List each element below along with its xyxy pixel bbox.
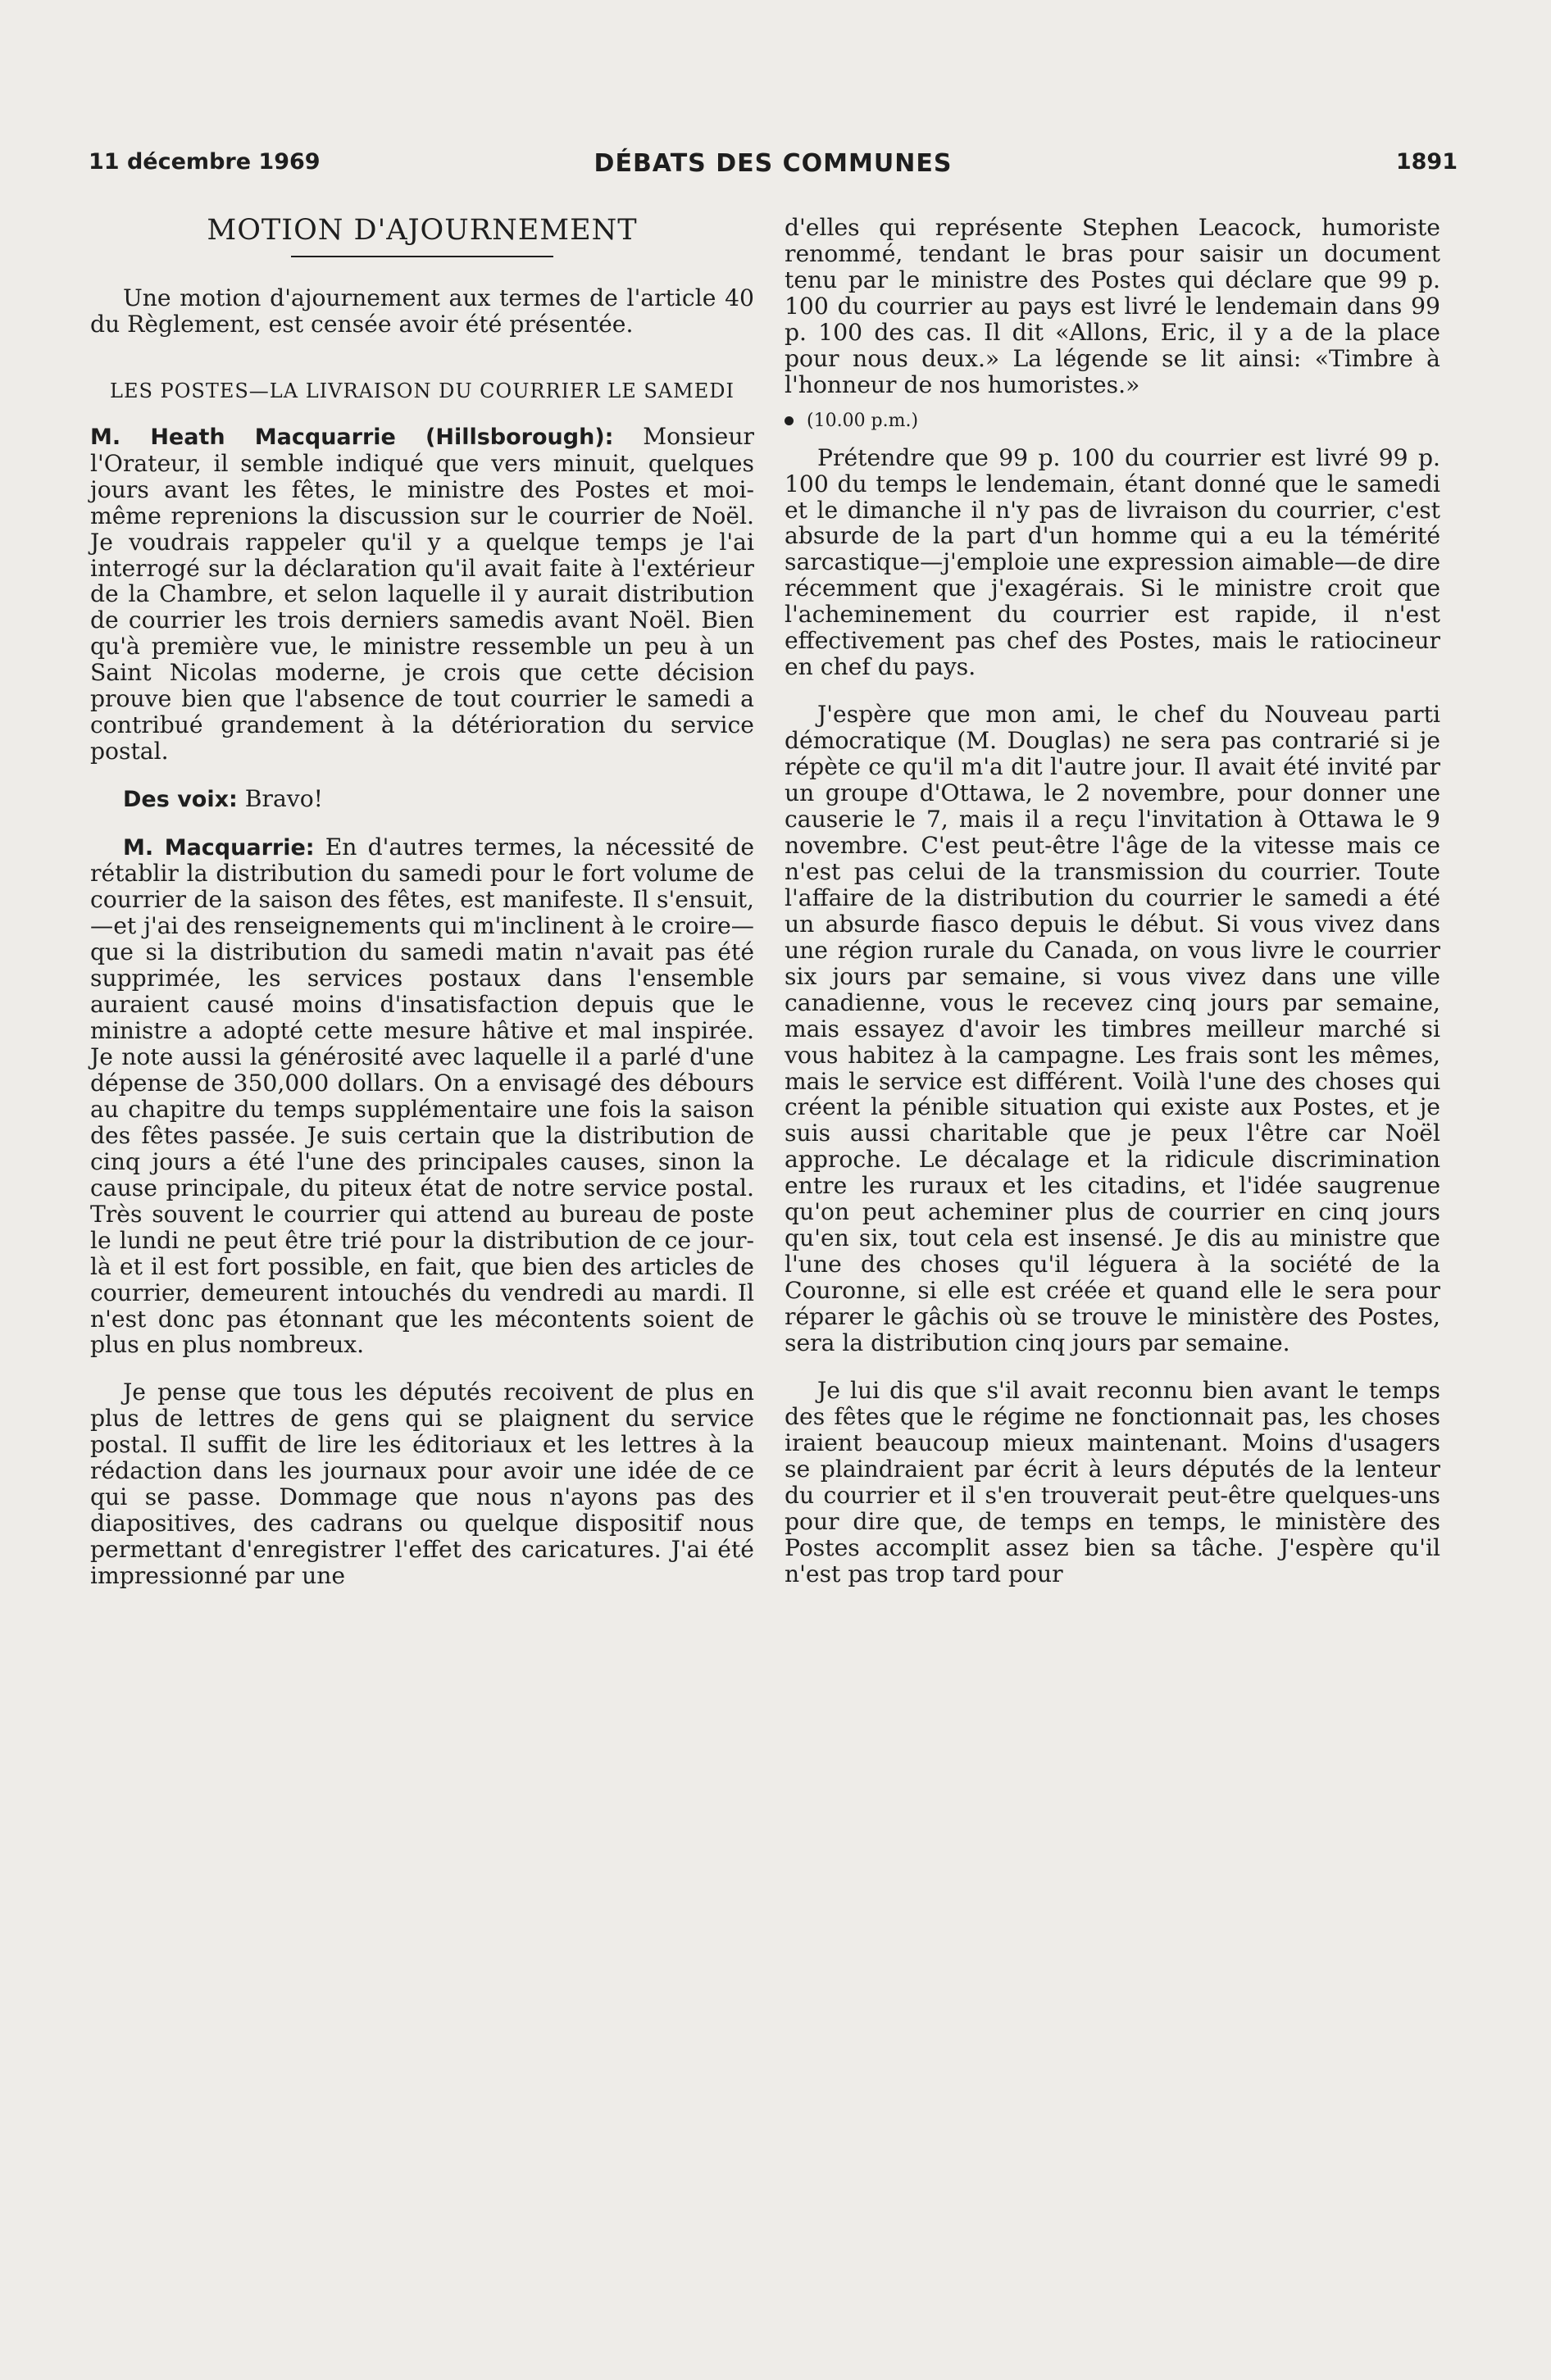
page-header [89,149,1458,182]
time-marker [785,411,1440,432]
speaker-name: Des voix: [123,787,238,813]
paragraph-right-3: J'espère que mon ami, le chef du Nouveau parti démocratique (M. Douglas) ne sera pas contrarié si je répète ce qu'il m'a dit l'autre jour. Il avait été invité par un groupe d'Ottawa, le 2 novembre, pour donner une causerie le 7, mais il a reçu l'invitation à Ottawa le 9 novembre. C'est peut-être l'âge de la vitesse mais ce n'est pas celui de la transmission du courrier. Toute l'affaire de la distribution du courrier le samedi a été un absurde fiasco depuis le début. Si vous vivez dans une région rurale du Canada, on vous livre le courrier six jours par semaine, si vous vivez dans une ville canadienne, vous le recevez cinq jours par semaine, mais essayez d'avoir les timbres meilleur marché si vous habitez à la campagne. Les frais sont les mêmes, mais le service est différent. Voilà l'une des choses qui créent la pénible situation qui existe aux Postes, et je suis aussi charitable que je peux l'être car Noël approche. Le décalage et la ridicule discrimination entre les ruraux et les citadins, et l'idée saugrenue qu'on peut acheminer plus de courrier en cinq jours qu'en six, tout cela est insensé. Je dis au ministre que l'une des choses qu'il léguera à la société de la Couronne, si elle est créée et quand elle le sera pour réparer le gâchis où se trouve le ministère des Postes, sera la distribution cinq jours par semaine. [785,701,1440,1357]
title-rule [291,256,553,257]
motion-title: MOTION D'AJOURNEMENT [207,214,638,247]
bullet-icon [785,416,794,425]
speaker-name: M. Macquarrie: [123,834,315,861]
header-date: 11 décembre 1969 [89,149,321,175]
paragraph-text: Monsieur l'Orateur, il semble indiqué que vers minuit, quelques jours avant les fêtes, le ministre des Postes et moi-même reprenions la discussion sur le courrier de Noël. Je voudrais rappeler qu'il y a quelque temps je l'ai interrogé sur la déclaration qu'il avait faite à l'extérieur de la Chambre, et selon laquelle il y aurait distribution de courrier les trois derniers samedis avant Noël. Bien qu'à première vue, le ministre ressemble un peu à un Saint Nicolas moderne, je crois que cette décision prouve bien que l'absence de tout courrier le samedi a contribué grandement à la détérioration du service postal. [90,423,754,765]
page-number: 1891 [1395,149,1458,175]
paragraph-macquarrie-2 [90,834,754,1359]
section-subheading: LES POSTES—LA LIVRAISON DU COURRIER LE SAMEDI [110,379,735,402]
header-title: DÉBATS DES COMMUNES [594,149,953,178]
motion-text: Une motion d'ajournement aux termes de l'article 40 du Règlement, est censée avoir été présentée. [90,284,754,338]
right-column [785,215,1440,1587]
paragraph-text: En d'autres termes, la nécessité de rétablir la distribution du samedi pour le fort volume de courrier de la saison des fêtes, est manifeste. Il s'ensuit,—et j'ai des renseignements qui m'inclinent à le croire—que si la distribution du samedi matin n'avait pas été supprimée, les services postaux dans l'ensemble auraient causé moins d'insatisfaction depuis que le ministre a adopté cette mesure hâtive et mal inspirée. Je note aussi la générosité avec laquelle il a parlé d'une dépense de 350,000 dollars. On a envisagé des débours au chapitre du temps supplémentaire une fois la saison des fêtes passée. Je suis certain que la distribution de cinq jours a été l'une des principales causes, sinon la cause principale, du piteux état de notre service postal. Très souvent le courrier qui attend au bureau de poste le lundi ne peut être trié pour la distribution de ce jour-là et il est fort possible, en fait, que bien des articles de courrier, demeurent intouchés du vendredi au mardi. Il n'est donc pas étonnant que les mécontents soient de plus en plus nombreux. [90,833,755,1359]
paragraph-text: Bravo! [237,785,323,813]
paragraph-voices [90,786,754,813]
paragraph-right-2: Prétendre que 99 p. 100 du courrier est livré 99 p. 100 du temps le lendemain, étant donné que le samedi et le dimanche il n'y pas de livraison du courrier, c'est absurde de la part d'un homme qui a eu la témérité sarcastique—j'emploie une expression aimable—de dire récemment que j'exagérais. Si le ministre croit que l'acheminement du courrier est rapide, il n'est effectivement pas chef des Postes, mais le ratiocineur en chef du pays. [785,443,1440,681]
paragraph-continued: d'elles qui représente Stephen Leacock, humoriste renommé, tendant le bras pour saisir un document tenu par le ministre des Postes qui déclare que 99 p. 100 du courrier au pays est livré le lendemain dans 99 p. 100 des cas. Il dit «Allons, Eric, il y a de la place pour nous deux.» La légende se lit ainsi: «Timbre à l'honneur de nos humoristes.» [785,214,1440,398]
paragraph-macquarrie-1 [90,424,754,765]
speaker-name: M. Heath Macquarrie (Hillsborough): [90,425,614,451]
left-column [90,215,754,1589]
paragraph-4: Je pense que tous les députés recoivent de plus en plus de lettres de gens qui se plaignent du service postal. Il suffit de lire les éditoriaux et les lettres à la rédaction dans les journaux pour avoir une idée de ce qui se passe. Dommage que nous n'ayons pas des diapositives, des cadrans ou quelque dispositif nous permettant d'enregistrer l'effet des caricatures. J'ai été impressionné par une [90,1378,754,1590]
time-text: (10.00 p.m.) [807,410,919,431]
paragraph-right-4: Je lui dis que s'il avait reconnu bien avant le temps des fêtes que le régime ne fonctionnait pas, les choses iraient beaucoup mieux maintenant. Moins d'usagers se plaindraient par écrit à leurs députés de la lenteur du courrier et il s'en trouverait peut-être quelques-uns pour dire que, de temps en temps, le ministère des Postes accomplit assez bien sa tâche. J'espère qu'il n'est pas trop tard pour [785,1377,1440,1587]
